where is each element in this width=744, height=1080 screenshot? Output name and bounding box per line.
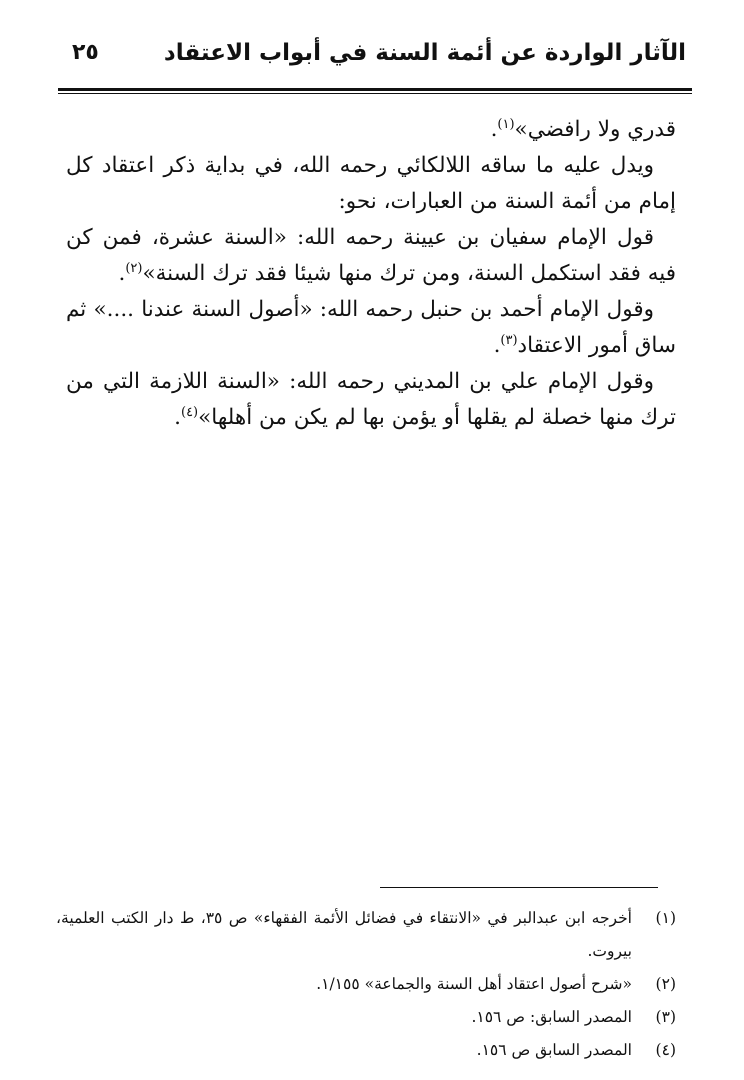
paragraph-1 [66,112,676,148]
paragraph-3-end: . [118,261,126,286]
footnotes [56,902,676,1067]
main-text [66,112,676,436]
footnote-ref-3: (٣) [500,332,518,348]
paragraph-1-end: . [490,117,498,142]
footnote [56,968,676,1001]
footnote [56,902,676,968]
footnote-separator [380,887,658,888]
header-rule-thick [58,88,692,91]
running-title: الآثار الواردة عن أئمة السنة في أبواب الاعتقاد [163,40,686,66]
footnote-ref-4: (٤) [180,404,199,420]
page-number: ٢٥ [72,40,99,65]
footnote-text: «شرح أصول اعتقاد أهل السنة والجماعة» ١/١٥٥. [316,975,632,993]
footnote-number: (١) [655,909,676,927]
footnote-text: المصدر السابق ص ١٥٦. [476,1041,632,1059]
paragraph-3 [66,220,676,292]
footnote-ref-2: (٢) [125,260,143,276]
paragraph-4 [66,292,676,364]
footnote-number: (٤) [655,1041,676,1059]
paragraph-4-text: وقول الإمام أحمد بن حنبل رحمه الله: «أصول السنة عندنا ....» ثم ساق أمور الاعتقاد [66,297,676,358]
paragraph-5-end: . [174,405,181,430]
footnote-text: المصدر السابق: ص ١٥٦. [471,1008,632,1026]
footnote-number: (٢) [655,975,676,993]
footnote [56,1034,676,1067]
header-rule-thin [58,93,692,94]
footnote-number: (٣) [655,1008,676,1026]
footnote-text: أخرجه ابن عبدالبر في «الانتقاء في فضائل الأئمة الفقهاء» ص ٣٥، ط دار الكتب العلمية، بيروت. [56,909,632,960]
paragraph-1-text: قدري ولا رافضي» [514,117,676,142]
footnote-ref-1: (١) [497,116,515,132]
paragraph-4-end: . [493,333,501,358]
paragraph-5-text: وقول الإمام علي بن المديني رحمه الله: «السنة اللازمة التي من ترك منها خصلة لم يقلها أو يؤمن بها لم يكن من أهلها» [66,369,676,430]
paragraph-2: ويدل عليه ما ساقه اللالكائي رحمه الله، في بداية ذكر اعتقاد كل إمام من أئمة السنة من العبارات، نحو: [66,153,676,214]
paragraph-5 [66,364,676,436]
footnote [56,1001,676,1034]
paragraph-3-text: قول الإمام سفيان بن عيينة رحمه الله: «السنة عشرة، فمن كن فيه فقد استكمل السنة، ومن ترك منها شيئا فقد ترك السنة» [66,225,676,286]
